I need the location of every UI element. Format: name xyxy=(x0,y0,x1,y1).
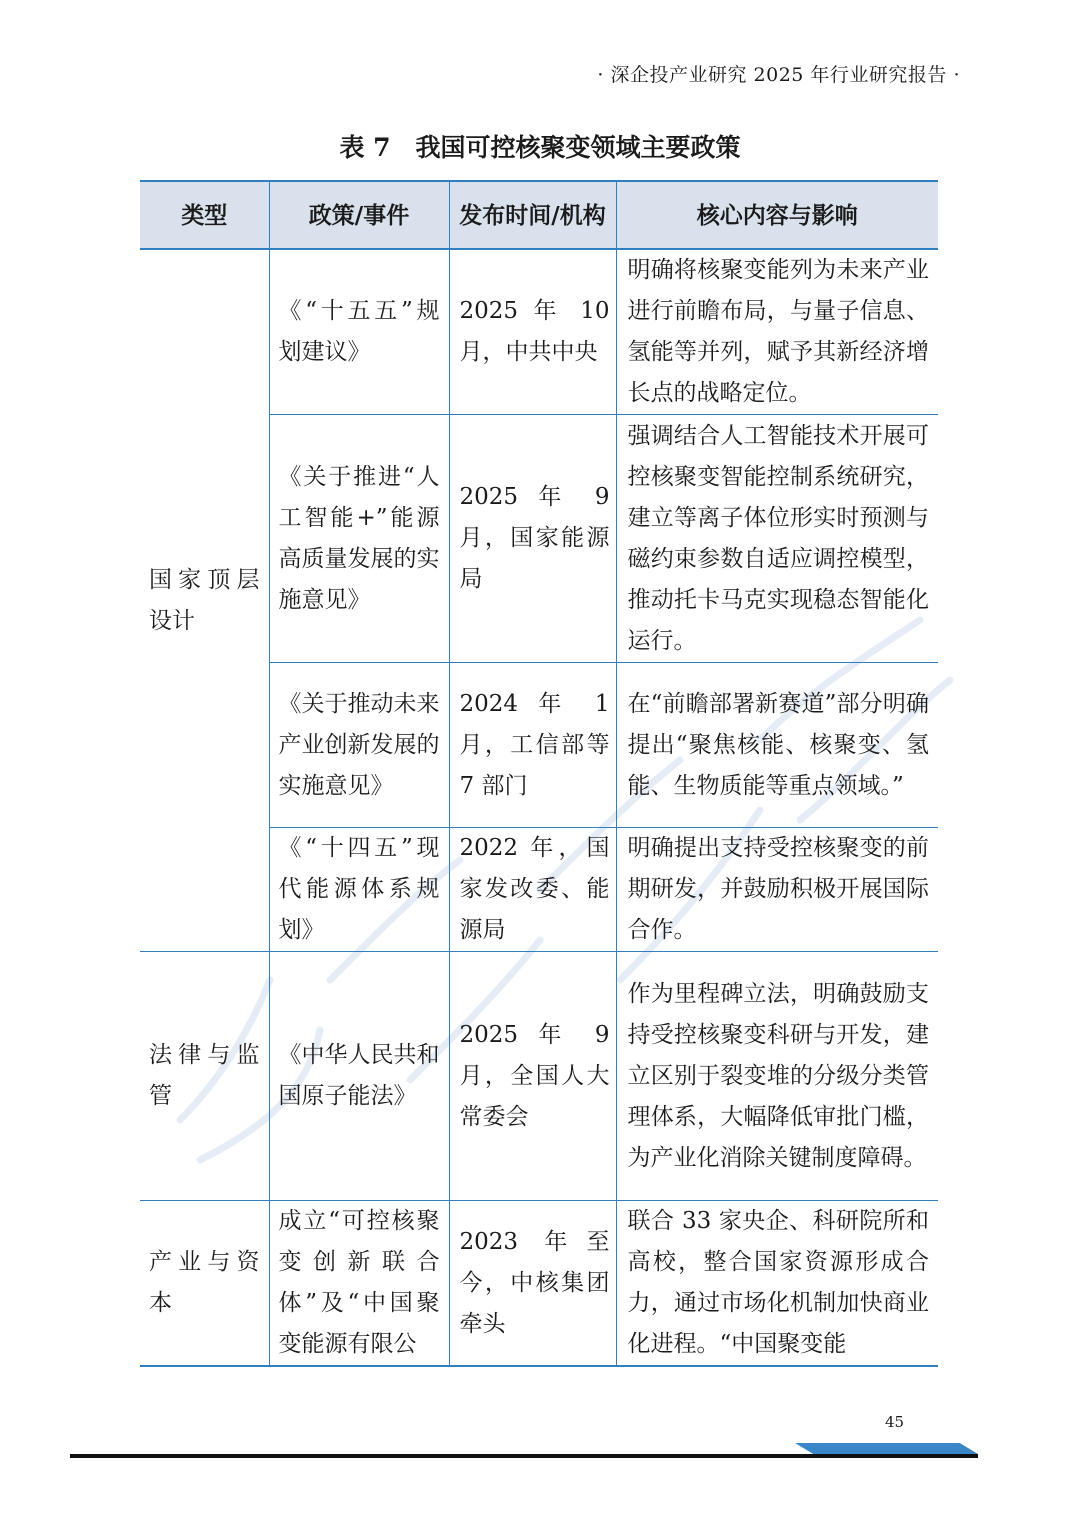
table-row xyxy=(140,1201,938,1367)
content-cell: 强调结合人工智能技术开展可控核聚变智能控制系统研究，建立等离子体位形实时预测与磁约束参数自适应调控模型，推动托卡马克实现稳态智能化运行。 xyxy=(616,415,938,663)
content-cell: 明确提出支持受控核聚变的前期研发，并鼓励积极开展国际合作。 xyxy=(616,828,938,952)
policy-cell: 《“十五五”规划建议》 xyxy=(269,249,449,415)
time-org-cell: 2025 年 10 月，中共中央 xyxy=(449,249,616,415)
content-cell: 明确将核聚变能列为未来产业进行前瞻布局，与量子信息、氢能等并列，赋予其新经济增长点的战略定位。 xyxy=(616,249,938,415)
table-row xyxy=(140,249,938,415)
column-header-type: 类型 xyxy=(140,181,269,249)
policy-cell: 《“十四五”现代能源体系规划》 xyxy=(269,828,449,952)
category-cell: 产业与资本 xyxy=(140,1201,269,1367)
policy-cell: 《中华人民共和国原子能法》 xyxy=(269,952,449,1201)
policy-cell: 《关于推进“人工智能+”能源高质量发展的实施意见》 xyxy=(269,415,449,663)
page-number: 45 xyxy=(885,1413,905,1431)
policy-cell: 成立“可控核聚变创新联合体”及“中国聚变能源有限公 xyxy=(269,1201,449,1367)
time-org-cell: 2025 年 9 月，全国人大常委会 xyxy=(449,952,616,1201)
column-header-policy: 政策/事件 xyxy=(269,181,449,249)
content-cell: 联合 33 家央企、科研院所和高校，整合国家资源形成合力，通过市场化机制加快商业化进程。“中国聚变能 xyxy=(616,1201,938,1367)
table-header-row xyxy=(140,181,938,249)
time-org-cell: 2024 年 1 月，工信部等 7 部门 xyxy=(449,663,616,828)
time-org-cell: 2022 年，国家发改委、能源局 xyxy=(449,828,616,952)
table-row xyxy=(140,952,938,1201)
content-cell: 作为里程碑立法，明确鼓励支持受控核聚变科研与开发，建立区别于裂变堆的分级分类管理体系，大幅降低审批门槛，为产业化消除关键制度障碍。 xyxy=(616,952,938,1201)
column-header-content: 核心内容与影响 xyxy=(616,181,938,249)
category-cell: 法律与监管 xyxy=(140,952,269,1201)
table-title: 表 7 我国可控核聚变领域主要政策 xyxy=(339,133,741,162)
footer-accent-bar xyxy=(795,1443,978,1454)
time-org-cell: 2025 年 9 月，国家能源局 xyxy=(449,415,616,663)
policy-table xyxy=(140,180,938,1367)
running-header: · 深企投产业研究 2025 年行业研究报告 · xyxy=(597,64,960,86)
time-org-cell: 2023 年至今，中核集团牵头 xyxy=(449,1201,616,1367)
column-header-time-org: 发布时间/机构 xyxy=(449,181,616,249)
policy-cell: 《关于推动未来产业创新发展的实施意见》 xyxy=(269,663,449,828)
content-cell: 在“前瞻部署新赛道”部分明确提出“聚焦核能、核聚变、氢能、生物质能等重点领域。” xyxy=(616,663,938,828)
footer-rule xyxy=(70,1454,978,1458)
category-cell: 国家顶层设计 xyxy=(140,249,269,952)
